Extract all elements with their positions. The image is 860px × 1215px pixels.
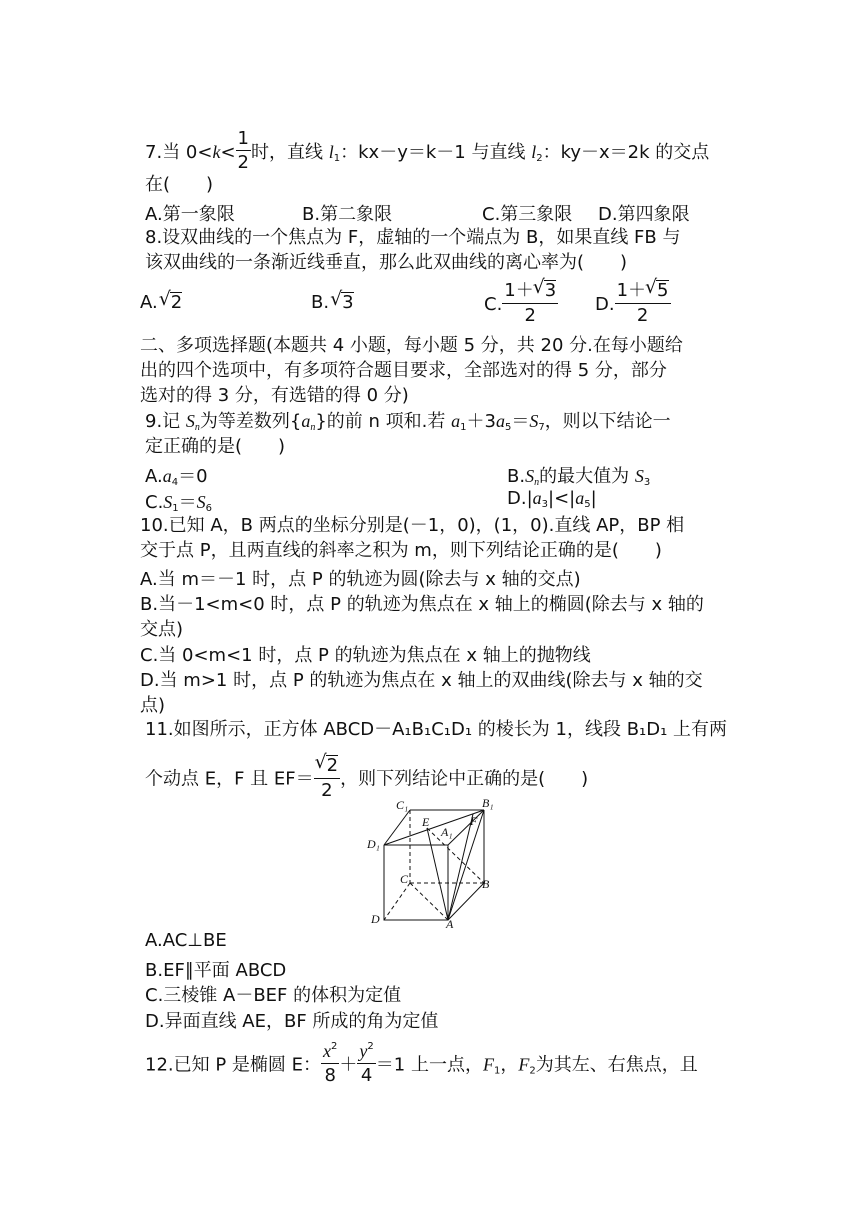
q9-option-d[interactable]: $D.|a_3|<|a_5|$: [507, 488, 597, 510]
fraction: $\frac{1+√ 5}{2}$: [615, 280, 671, 325]
q9-option-a[interactable]: $A.a_4=0$: [145, 466, 208, 488]
label-b: B: [482, 877, 490, 891]
label-a: A: [446, 917, 454, 930]
q8-option-c[interactable]: C. $\frac{1+√ 3}{2}$: [484, 282, 558, 327]
label-d: D: [371, 912, 380, 926]
q11-option-a[interactable]: A.AC⊥BE: [145, 930, 227, 951]
q7-line1: 7.当 0<k< $\frac{1}{2}$ 时，直线 $l_1$：kx－y＝k－1 与直线 $l_2$：ky－x＝2k 的交点: [145, 128, 710, 173]
label-b1: B₁: [482, 796, 494, 810]
label-f: F: [470, 814, 478, 828]
q10-option-b-cont: 交点): [140, 619, 184, 640]
q7-option-b[interactable]: B.第二象限: [302, 204, 393, 225]
q8-option-b[interactable]: B.√ 3: [311, 292, 354, 313]
q9-line1: 9.记 $S_n$为等差数列$\{a_n\}$的前 n 项和.若 $a_1+3a_5=S_7$，则以下结论一: [145, 411, 671, 433]
q10-option-b[interactable]: B.当－1<m<0 时，点 P 的轨迹为焦点在 x 轴上的椭圆(除去与 x 轴的: [140, 594, 704, 615]
q11-option-b[interactable]: B.EF∥平面 ABCD: [145, 960, 287, 981]
section2-heading-line1: 二、多项选择题(本题共 4 小题，每小题 5 分，共 20 分.在每小题给: [140, 335, 683, 356]
q11-line2: 个动点 E，F 且 EF＝ √ $\frac{2}{2}$ ，则下列结论中正确的是( ): [145, 757, 588, 802]
fraction-sqrt2-over-2: √ $\frac{2}{2}$: [314, 755, 340, 800]
q8-line2: 该双曲线的一条渐近线垂直，那么此双曲线的离心率为( ): [145, 252, 628, 273]
q10-line2: 交于点 P，且两直线的斜率之积为 m，则下列结论正确的是( ): [140, 540, 662, 561]
q7-line2: 在( ): [145, 174, 214, 195]
q8-line1: 8.设双曲线的一个焦点为 F，虚轴的一个端点为 B，如果直线 FB 与: [145, 227, 681, 248]
q9-line2: 定正确的是( ): [145, 436, 286, 457]
q11-option-d[interactable]: D.异面直线 AE，BF 所成的角为定值: [145, 1011, 439, 1032]
label-e: E: [422, 815, 430, 829]
label-c: C: [400, 872, 409, 886]
fraction-x2-over-8: $\frac{x^2}{8}$: [323, 1041, 338, 1086]
q9-option-c[interactable]: $C.S_1=S_6$: [145, 492, 213, 514]
q12-line1: 12.已知 P 是椭圆 E： $\frac{x^2}{8}$ ＋ $\frac{y^2}{4}$ ＝1 上一点，$F_1$，$F_2$为其左、右焦点，且: [145, 1041, 698, 1086]
q9-option-b[interactable]: $B.S_n$的最大值为 $S_3$: [507, 466, 651, 488]
fraction-one-half: $\frac{1}{2}$: [237, 128, 249, 173]
q8-option-a[interactable]: A.√ 2: [140, 292, 182, 313]
q10-option-d-cont: 点): [140, 695, 166, 716]
section2-heading-line2: 出的四个选项中，有多项符合题目要求，全部选对的得 5 分，部分: [140, 360, 667, 381]
label-a1: A₁: [441, 825, 453, 839]
q7-option-a[interactable]: A.第一象限: [145, 204, 235, 225]
fraction-y2-over-4: $\frac{y^2}{4}$: [359, 1041, 374, 1086]
sqrt-symbol: √ 2: [170, 292, 182, 313]
q10-option-d[interactable]: D.当 m>1 时，点 P 的轨迹为焦点在 x 轴上的双曲线(除去与 x 轴的交: [140, 670, 703, 691]
cube-figure: [360, 795, 510, 930]
q10-option-a[interactable]: A.当 m＝－1 时，点 P 的轨迹为圆(除去与 x 轴的交点): [140, 569, 581, 590]
section2-heading-line3: 选对的得 3 分，有选错的得 0 分): [140, 385, 409, 406]
fraction: $\frac{1+√ 3}{2}$: [502, 280, 558, 325]
q7-option-d[interactable]: D.第四象限: [598, 204, 690, 225]
sqrt-symbol: √ 3: [341, 292, 353, 313]
label-c1: C₁: [396, 798, 409, 812]
label-d1: D₁: [367, 837, 380, 851]
q8-option-d[interactable]: D. $\frac{1+√ 5}{2}$: [595, 282, 671, 327]
q10-line1: 10.已知 A，B 两点的坐标分别是(－1，0)，(1，0).直线 AP，BP 相: [140, 515, 685, 536]
q11-line1: 11.如图所示，正方体 ABCD－A₁B₁C₁D₁ 的棱长为 1，线段 B₁D₁ 上有两: [145, 719, 728, 740]
q11-option-c[interactable]: C.三棱锥 A－BEF 的体积为定值: [145, 985, 402, 1006]
q7-option-c[interactable]: C.第三象限: [482, 204, 573, 225]
q10-option-c[interactable]: C.当 0<m<1 时，点 P 的轨迹为焦点在 x 轴上的抛物线: [140, 645, 591, 666]
